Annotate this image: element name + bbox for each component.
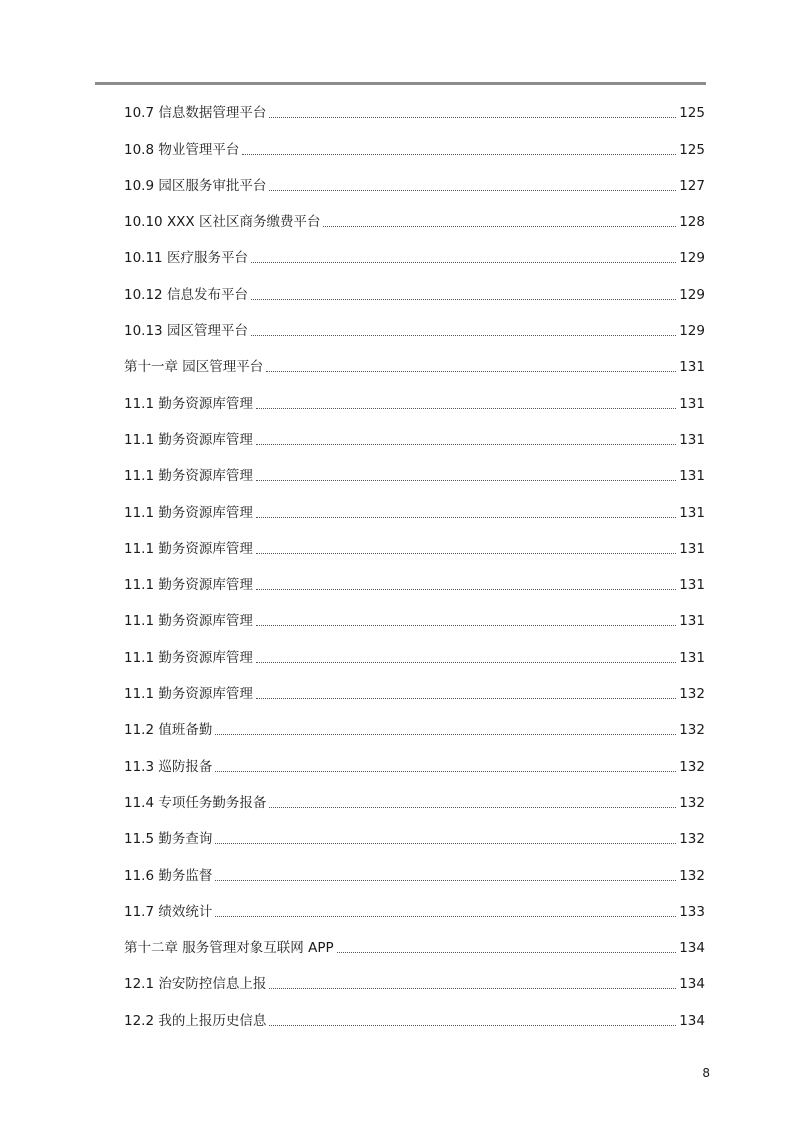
toc-entry-page: 132 bbox=[679, 686, 705, 703]
toc-dot-leader bbox=[337, 951, 677, 953]
toc-dot-leader bbox=[215, 770, 676, 772]
toc-entry-title: 10.7 信息数据管理平台 bbox=[124, 105, 267, 122]
toc-dot-leader bbox=[251, 334, 676, 336]
toc-entry-title: 11.6 勤务监督 bbox=[124, 867, 213, 884]
toc-entry[interactable] bbox=[124, 310, 705, 346]
toc-entry-title: 11.1 勤务资源库管理 bbox=[124, 395, 253, 412]
toc-dot-leader bbox=[256, 588, 676, 590]
toc-entry-title: 11.1 勤务资源库管理 bbox=[124, 577, 253, 594]
toc-entry-page: 131 bbox=[679, 468, 705, 485]
toc-entry-page: 128 bbox=[679, 214, 705, 231]
toc-entry-title: 11.1 勤务资源库管理 bbox=[124, 431, 253, 448]
toc-entry-page: 131 bbox=[679, 540, 705, 557]
toc-entry-title: 11.1 勤务资源库管理 bbox=[124, 686, 253, 703]
toc-dot-leader bbox=[256, 552, 676, 554]
toc-dot-leader bbox=[323, 225, 676, 227]
toc-entry-title: 12.1 治安防控信息上报 bbox=[124, 976, 267, 993]
toc-entry-title: 11.5 勤务查询 bbox=[124, 831, 213, 848]
toc-entry-title: 11.1 勤务资源库管理 bbox=[124, 468, 253, 485]
toc-entry[interactable] bbox=[124, 346, 705, 382]
toc-dot-leader bbox=[269, 189, 676, 191]
toc-dot-leader bbox=[215, 733, 676, 735]
toc-entry-title: 11.1 勤务资源库管理 bbox=[124, 504, 253, 521]
toc-dot-leader bbox=[256, 443, 676, 445]
toc-entry-page: 125 bbox=[679, 141, 705, 158]
toc-entry-title: 10.9 园区服务审批平台 bbox=[124, 177, 267, 194]
toc-dot-leader bbox=[269, 806, 676, 808]
toc-entry-title: 10.11 医疗服务平台 bbox=[124, 250, 248, 267]
toc-entry-title: 10.12 信息发布平台 bbox=[124, 286, 248, 303]
toc-entry-page: 129 bbox=[679, 286, 705, 303]
toc-entry-title: 11.1 勤务资源库管理 bbox=[124, 649, 253, 666]
toc-entry-title: 11.3 巡防报备 bbox=[124, 758, 213, 775]
toc-dot-leader bbox=[266, 370, 676, 372]
toc-dot-leader bbox=[215, 915, 676, 917]
toc-entry[interactable] bbox=[124, 201, 705, 237]
toc-entry-page: 131 bbox=[679, 359, 705, 376]
toc-entry-page: 134 bbox=[679, 1012, 705, 1029]
toc-entry[interactable] bbox=[124, 528, 705, 564]
toc-entry[interactable] bbox=[124, 382, 705, 418]
toc-entry-page: 131 bbox=[679, 504, 705, 521]
toc-entry-title: 11.4 专项任务勤务报备 bbox=[124, 794, 267, 811]
toc-dot-leader bbox=[256, 407, 676, 409]
toc-entry-page: 131 bbox=[679, 577, 705, 594]
toc-dot-leader bbox=[251, 261, 676, 263]
toc-dot-leader bbox=[215, 879, 676, 881]
toc-entry-title: 12.2 我的上报历史信息 bbox=[124, 1012, 267, 1029]
header-rule bbox=[95, 82, 706, 85]
toc-entry-page: 132 bbox=[679, 722, 705, 739]
toc-entry-page: 131 bbox=[679, 431, 705, 448]
toc-entry-page: 131 bbox=[679, 395, 705, 412]
toc-dot-leader bbox=[251, 298, 676, 300]
toc-entry-page: 132 bbox=[679, 794, 705, 811]
toc-entry[interactable] bbox=[124, 999, 705, 1035]
toc-entry-page: 129 bbox=[679, 323, 705, 340]
toc-entry[interactable] bbox=[124, 491, 705, 527]
toc-entry-page: 132 bbox=[679, 758, 705, 775]
toc-dot-leader bbox=[269, 116, 676, 118]
toc-entry[interactable] bbox=[124, 128, 705, 164]
toc-entry[interactable] bbox=[124, 237, 705, 273]
toc-entry[interactable] bbox=[124, 854, 705, 890]
toc-entry-page: 131 bbox=[679, 613, 705, 630]
toc-entry[interactable] bbox=[124, 963, 705, 999]
toc-dot-leader bbox=[256, 697, 676, 699]
toc-entry-title: 10.10 XXX 区社区商务缴费平台 bbox=[124, 214, 321, 231]
toc-entry-title: 第十一章 园区管理平台 bbox=[124, 359, 264, 376]
toc-dot-leader bbox=[256, 516, 676, 518]
toc-entry[interactable] bbox=[124, 709, 705, 745]
toc-entry-page: 125 bbox=[679, 105, 705, 122]
toc-entry-title: 第十二章 服务管理对象互联网 APP bbox=[124, 940, 334, 957]
toc-entry[interactable] bbox=[124, 419, 705, 455]
toc-dot-leader bbox=[256, 624, 676, 626]
toc-dot-leader bbox=[269, 1024, 676, 1026]
toc-dot-leader bbox=[256, 479, 676, 481]
toc-entry[interactable] bbox=[124, 564, 705, 600]
toc-entry-title: 11.1 勤务资源库管理 bbox=[124, 613, 253, 630]
toc-entry[interactable] bbox=[124, 455, 705, 491]
toc-entry-title: 11.7 绩效统计 bbox=[124, 903, 213, 920]
toc-entry[interactable] bbox=[124, 782, 705, 818]
toc-dot-leader bbox=[256, 661, 676, 663]
toc-entry[interactable] bbox=[124, 891, 705, 927]
toc-entry[interactable] bbox=[124, 818, 705, 854]
toc-entry[interactable] bbox=[124, 636, 705, 672]
toc-entry[interactable] bbox=[124, 673, 705, 709]
toc-entry-title: 10.8 物业管理平台 bbox=[124, 141, 240, 158]
toc-entry-page: 127 bbox=[679, 177, 705, 194]
toc-entry-title: 11.2 值班备勤 bbox=[124, 722, 213, 739]
toc-dot-leader bbox=[269, 987, 676, 989]
toc-entry[interactable] bbox=[124, 273, 705, 309]
toc-dot-leader bbox=[242, 153, 676, 155]
toc-entry-page: 129 bbox=[679, 250, 705, 267]
toc-entry-page: 132 bbox=[679, 867, 705, 884]
page-number: 8 bbox=[702, 1066, 710, 1080]
toc-entry[interactable] bbox=[124, 600, 705, 636]
toc-entry-page: 132 bbox=[679, 831, 705, 848]
toc-entry-title: 10.13 园区管理平台 bbox=[124, 323, 248, 340]
toc-dot-leader bbox=[215, 842, 676, 844]
toc-entry[interactable] bbox=[124, 745, 705, 781]
toc-entry-title: 11.1 勤务资源库管理 bbox=[124, 540, 253, 557]
toc-entry[interactable] bbox=[124, 92, 705, 128]
toc-entry-page: 134 bbox=[679, 940, 705, 957]
table-of-contents bbox=[124, 92, 705, 1036]
toc-entry-page: 131 bbox=[679, 649, 705, 666]
toc-entry[interactable] bbox=[124, 165, 705, 201]
toc-entry-page: 133 bbox=[679, 903, 705, 920]
toc-entry[interactable] bbox=[124, 927, 705, 963]
toc-entry-page: 134 bbox=[679, 976, 705, 993]
